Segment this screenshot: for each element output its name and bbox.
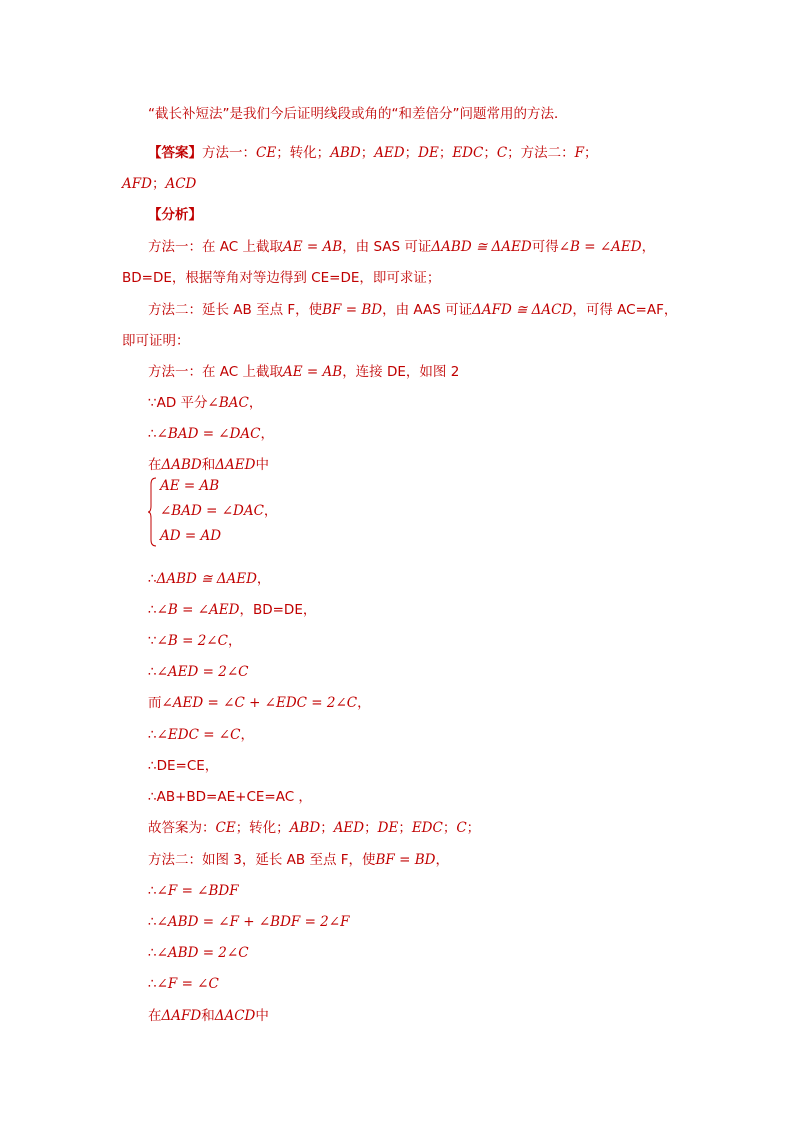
text-run: ，由 AAS 可证	[382, 302, 473, 318]
text-line	[122, 174, 196, 194]
text-run: ；	[320, 820, 334, 836]
condition-row-1	[160, 476, 219, 496]
math-expression: AE = AB	[283, 364, 343, 380]
math-expression: CE	[215, 820, 236, 836]
text-run: ，	[357, 695, 371, 711]
math-expression: ∠AED = ∠C + ∠EDC = 2∠C	[161, 695, 358, 711]
text-run: ，	[256, 571, 271, 587]
text-line	[148, 943, 249, 963]
text-run: ，	[641, 239, 656, 255]
text-run: ，	[227, 633, 242, 649]
math-expression: DE	[377, 820, 399, 836]
text-line	[148, 424, 274, 444]
text-run: ；	[466, 820, 481, 836]
text-run: 方法二：延长 AB 至点 F，使	[148, 302, 323, 318]
text-run: 方法一：	[202, 145, 256, 161]
text-run: ∴	[148, 945, 157, 961]
text-run: ∴	[148, 727, 157, 743]
text-run: 方法一：在 AC 上截取	[148, 239, 284, 255]
text-line	[148, 205, 202, 225]
text-run: 故答案为：	[148, 820, 216, 836]
text-run: ；	[151, 176, 166, 192]
text-run: ；	[483, 145, 497, 161]
text-run: ；转化；	[235, 820, 290, 836]
math-expression: ABD	[289, 820, 321, 836]
text-line	[148, 393, 262, 413]
text-line	[148, 725, 254, 745]
text-run: ；	[398, 820, 412, 836]
text-run: 而	[148, 695, 162, 711]
text-line	[148, 143, 598, 163]
text-run: ，可得 AC=AF，	[572, 302, 678, 318]
math-expression: ΔABD ≅ ΔAED	[156, 571, 257, 587]
text-run: ∵AD 平分	[148, 395, 208, 411]
text-run: ∴	[148, 664, 157, 680]
math-expression: ΔAFD	[161, 1008, 202, 1024]
text-run: ；方法二：	[507, 145, 575, 161]
text-line	[148, 662, 248, 682]
text-run: ；	[584, 145, 598, 161]
math-expression: ∠B = 2∠C	[156, 633, 228, 649]
text-line	[148, 104, 567, 124]
math-expression: AED	[333, 820, 365, 836]
text-run: ∴AB+BD=AE+CE=AC ，	[148, 789, 312, 805]
text-line	[122, 268, 440, 288]
text-run: 和	[201, 457, 216, 473]
math-expression: ∠B = ∠AED	[156, 602, 240, 618]
text-run: 【答案】	[148, 145, 202, 161]
text-line	[148, 756, 218, 776]
text-run: ∴	[148, 571, 157, 587]
math-expression: BF = BD	[375, 852, 436, 868]
text-run: ；	[364, 820, 378, 836]
text-run: 中	[255, 1008, 269, 1024]
text-line	[148, 631, 241, 651]
math-expression: ∠F = ∠BDF	[156, 883, 239, 899]
text-run: 和	[201, 1008, 215, 1024]
text-run: 【分析】	[148, 207, 202, 223]
text-line	[148, 974, 219, 994]
math-expression: ∠BAC	[207, 395, 249, 411]
condition-1-text: AE = AB	[160, 478, 220, 494]
text-line	[148, 850, 449, 870]
math-expression: EDC	[411, 820, 443, 836]
math-expression: C	[456, 820, 467, 836]
text-run: “截长补短法”是我们今后证明线段或角的“和差倍分”问题常用的方法．	[148, 106, 568, 122]
math-expression: ∠EDC = ∠C	[156, 727, 241, 743]
math-expression: DE	[418, 145, 439, 161]
text-run: ，	[435, 852, 449, 868]
text-run: BD=DE，根据等角对等边得到 CE=DE，即可求证；	[122, 270, 441, 286]
math-expression: ∠BAD = ∠DAC	[156, 426, 261, 442]
text-run: ；	[438, 145, 453, 161]
text-line	[148, 569, 270, 589]
text-line	[148, 455, 269, 475]
text-run: ，BD=DE，	[239, 602, 317, 618]
math-expression: AED	[374, 145, 405, 161]
math-expression: EDC	[452, 145, 484, 161]
text-line	[148, 818, 480, 838]
math-expression: ∠ABD = 2∠C	[156, 945, 249, 961]
math-expression: CE	[256, 145, 277, 161]
math-expression: ΔAED	[215, 457, 256, 473]
text-run: 即可证明：	[122, 333, 190, 349]
text-run: 中	[255, 457, 269, 473]
text-run: ，连接 DE，如图 2	[342, 364, 460, 380]
text-run: ∵	[148, 633, 157, 649]
text-run: ∴	[148, 914, 157, 930]
text-line	[148, 881, 239, 901]
math-expression: BF = BD	[322, 302, 383, 318]
text-line	[122, 331, 190, 351]
condition-3-text: AD = AD	[160, 528, 222, 544]
math-expression: ∠B = ∠AED	[558, 239, 642, 255]
math-expression: ACD	[165, 176, 197, 192]
math-expression: ∠AED = 2∠C	[156, 664, 249, 680]
text-run: 可得	[531, 239, 559, 255]
text-line	[148, 787, 312, 807]
text-run: 在	[148, 1008, 162, 1024]
text-line	[148, 693, 371, 713]
text-run: ，	[248, 395, 263, 411]
math-expression: ΔABD ≅ ΔAED	[431, 239, 532, 255]
math-expression: ΔABD	[161, 457, 202, 473]
text-run: ；转化；	[276, 145, 331, 161]
condition-2-suffix: ，	[263, 503, 278, 519]
condition-row-2	[160, 501, 277, 521]
math-expression: AFD	[122, 176, 152, 192]
text-line	[148, 600, 316, 620]
math-expression: AE = AB	[283, 239, 343, 255]
text-line	[148, 1006, 269, 1026]
math-expression: C	[496, 145, 508, 161]
text-run: ，	[240, 727, 254, 743]
math-expression: F	[574, 145, 585, 161]
text-run: ；	[442, 820, 457, 836]
text-run: 在	[148, 457, 162, 473]
text-run: 方法一：在 AC 上截取	[148, 364, 284, 380]
text-run: 方法二：如图 3，延长 AB 至点 F，使	[148, 852, 376, 868]
math-expression: ΔAFD ≅ ΔACD	[472, 302, 573, 318]
text-run: ∴	[148, 976, 157, 992]
text-run: ∴	[148, 602, 157, 618]
text-run: ，由 SAS 可证	[342, 239, 432, 255]
text-run: ∴	[148, 883, 157, 899]
text-run: ∴	[148, 426, 157, 442]
text-line	[148, 912, 349, 932]
condition-2-text: ∠BAD = ∠DAC	[160, 503, 264, 519]
text-run: ；	[360, 145, 375, 161]
left-brace-icon	[148, 476, 158, 548]
math-expression: ∠F = ∠C	[156, 976, 219, 992]
math-expression: ΔACD	[214, 1008, 256, 1024]
text-run: ∴DE=CE，	[148, 758, 219, 774]
text-run: ；	[404, 145, 419, 161]
math-expression: ABD	[330, 145, 361, 161]
congruence-conditions	[148, 476, 288, 548]
text-line	[148, 237, 655, 257]
math-expression: ∠ABD = ∠F + ∠BDF = 2∠F	[156, 914, 350, 930]
text-line	[148, 300, 677, 320]
text-line	[148, 362, 459, 382]
condition-row-3	[160, 526, 221, 546]
text-run: ，	[260, 426, 275, 442]
